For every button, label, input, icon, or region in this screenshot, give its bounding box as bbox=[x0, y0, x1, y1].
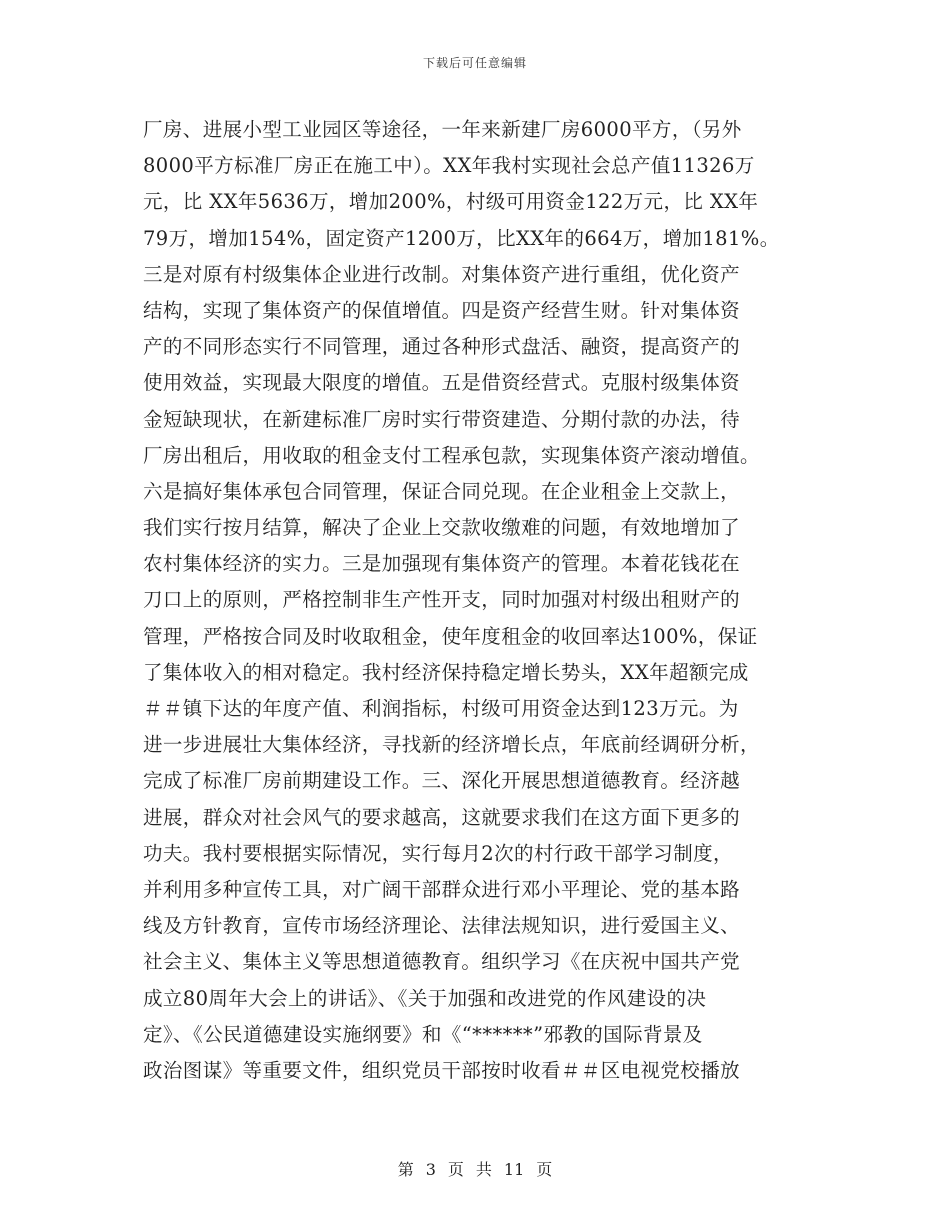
text-line: 定》、《公民道德建设实施纲要》和《“******”邪教的国际背景及 bbox=[143, 1022, 703, 1046]
text-line: 管理，严格按合同及时收取租金，使年度租金的收回率达100%，保证 bbox=[143, 624, 758, 648]
footer-total-unit: 页 bbox=[536, 1160, 553, 1179]
text-line: 线及方针教育，宣传市场经济理论、法律法规知识，进行爱国主义、 bbox=[143, 914, 741, 938]
text-line: 六是搞好集体承包合同管理，保证合同兑现。在企业租金上交款上， bbox=[143, 479, 741, 503]
text-line: 成立80周年大会上的讲话》、《关于加强和改进党的作风建设的决 bbox=[143, 986, 707, 1010]
body-text bbox=[143, 112, 803, 1089]
text-line: 进一步进展壮大集体经济，寻找新的经济增长点，年底前经调研分析， bbox=[143, 733, 760, 757]
text-line: 功夫。我村要根据实际情况，实行每月2次的村行政干部学习制度， bbox=[143, 841, 733, 865]
footer-page-unit: 页 bbox=[447, 1160, 464, 1179]
text-line: 农村集体经济的实力。三是加强现有集体资产的管理。本着花钱花在 bbox=[143, 552, 741, 576]
text-line: 三是对原有村级集体企业进行改制。对集体资产进行重组，优化资产 bbox=[143, 262, 741, 286]
text-line: 刀口上的原则，严格控制非生产性开支，同时加强对村级出租财产的 bbox=[143, 588, 741, 612]
text-line: 完成了标准厂房前期建设工作。三、深化开展思想道德教育。经济越 bbox=[143, 769, 741, 793]
text-line: 元，比 XX年5636万，增加200%，村级可用资金122万元，比 XX年 bbox=[143, 190, 759, 214]
text-line: 结构，实现了集体资产的保值增值。四是资产经营生财。针对集体资 bbox=[143, 298, 741, 322]
text-line: 政治图谋》等重要文件，组织党员干部按时收看＃＃区电视党校播放 bbox=[143, 1058, 741, 1082]
text-line: 了集体收入的相对稳定。我村经济保持稳定增长势头，XX年超额完成 bbox=[143, 660, 749, 684]
page-header: 下载后可任意编辑 bbox=[422, 56, 527, 70]
total-pages-number: 11 bbox=[503, 1160, 525, 1179]
text-line: ＃＃镇下达的年度产值、利润指标，村级可用资金达到123万元。为 bbox=[143, 697, 739, 720]
footer-page-label: 第 bbox=[397, 1160, 414, 1179]
text-line: 使用效益，实现最大限度的增值。五是借资经营式。克服村级集体资 bbox=[143, 371, 741, 395]
footer-total-label: 共 bbox=[475, 1160, 492, 1179]
text-line: 进展，群众对社会风气的要求越高，这就要求我们在这方面下更多的 bbox=[143, 805, 741, 829]
text-line: 并利用多种宣传工具，对广阔干部群众进行邓小平理论、党的基本路 bbox=[143, 877, 741, 901]
text-line: 厂房出租后，用收取的租金支付工程承包款，实现集体资产滚动增值。 bbox=[143, 443, 760, 467]
text-line: 79万，增加154%，固定资产1200万，比XX年的664万，增加181%。 bbox=[143, 226, 780, 250]
text-line: 产的不同形态实行不同管理，通过各种形式盘活、融资，提高资产的 bbox=[143, 335, 741, 359]
text-line: 金短缺现状，在新建标准厂房时实行带资建造、分期付款的办法，待 bbox=[143, 407, 741, 431]
text-line: 8000平方标准厂房正在施工中）。XX年我村实现社会总产值11326万 bbox=[143, 154, 755, 178]
text-line: 我们实行按月结算，解决了企业上交款收缴难的问题，有效地增加了 bbox=[143, 516, 741, 540]
text-line: 厂房、进展小型工业园区等途径，一年来新建厂房6000平方，（另外 bbox=[143, 118, 742, 141]
text-line: 社会主义、集体主义等思想道德教育。组织学习《在庆祝中国共产党 bbox=[143, 950, 741, 974]
current-page-number: 3 bbox=[425, 1160, 436, 1179]
page-footer bbox=[0, 1157, 950, 1180]
